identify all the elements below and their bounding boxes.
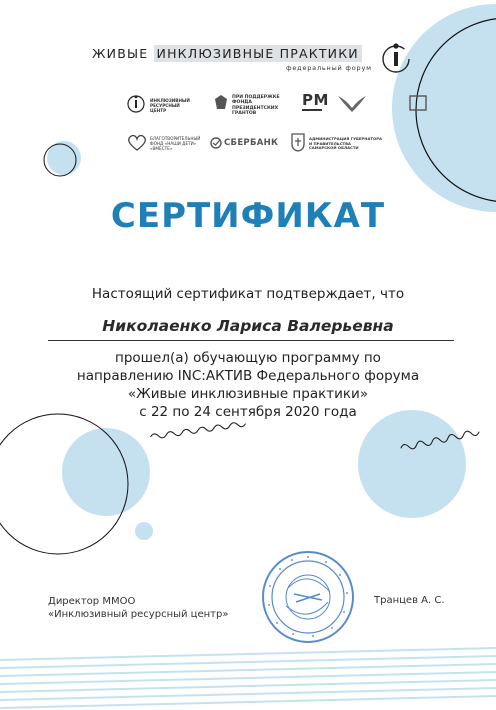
right-blue-circle	[358, 410, 466, 518]
name-underline	[48, 340, 454, 341]
organization-stamp-icon	[258, 548, 358, 646]
body-line: с 22 по 24 сентября 2020 года	[139, 404, 357, 420]
admin-logo-text: АДМИНИСТРАЦИЯ ГУБЕРНАТОРА И ПРАВИТЕЛЬСТВА САМАРСКОЙ ОБЛАСТИ	[309, 136, 382, 151]
certificate-body	[0, 349, 496, 421]
signatory-position: Директор ММОО «Инклюзивный ресурсный центр»	[48, 596, 229, 620]
sber-logo-icon	[210, 137, 222, 149]
body-line: направлению INC:АКТИВ Федерального форума	[76, 368, 420, 384]
bottom-stripes	[0, 648, 496, 708]
left-zigzag	[150, 421, 246, 439]
tiny-blue-circle	[135, 522, 153, 540]
charity-heart-icon	[126, 134, 148, 152]
forum-title: ЖИВЫЕ ИНКЛЮЗИВНЫЕ ПРАКТИКИ	[92, 46, 362, 61]
recipient-name: Николаенко Лариса Валерьевна	[102, 317, 394, 335]
forum-subtitle: федеральный форум	[286, 64, 372, 72]
rm-logo-text: РМ	[302, 91, 329, 109]
forum-logo-icon	[380, 40, 412, 74]
fpg-emblem-icon	[212, 94, 230, 112]
charity-logo-text: БЛАГОТВОРИТЕЛЬНЫЙ ФОНД «НАШИ ДЕТИ» «ВМЕСТЕ»	[150, 136, 201, 151]
body-line: «Живые инклюзивные практики»	[127, 386, 369, 402]
irc-logo-icon	[126, 93, 146, 113]
body-line: прошел(а) обучающую программу по	[115, 350, 381, 366]
sber-logo-text: СБЕРБАНК	[224, 138, 279, 148]
confirmation-text: Настоящий сертификат подтверждает, что	[91, 286, 405, 302]
signatory-name: Транцев А. С.	[374, 595, 445, 606]
certificate-title: СЕРТИФИКАТ	[110, 196, 386, 236]
fpg-logo-text: ПРИ ПОДДЕРЖКЕ ФОНДА ПРЕЗИДЕНТСКИХ ГРАНТОВ	[232, 95, 280, 117]
partner-badge-icon	[408, 94, 428, 112]
left-blue-circle	[62, 428, 150, 516]
rm-logo-underline	[302, 109, 322, 111]
irc-logo-text: ИНКЛЮЗИВНЫЙ РЕСУРСНЫЙ ЦЕНТР	[150, 98, 190, 113]
bird-emblem-icon	[336, 92, 368, 114]
samara-coat-of-arms-icon	[290, 132, 306, 152]
